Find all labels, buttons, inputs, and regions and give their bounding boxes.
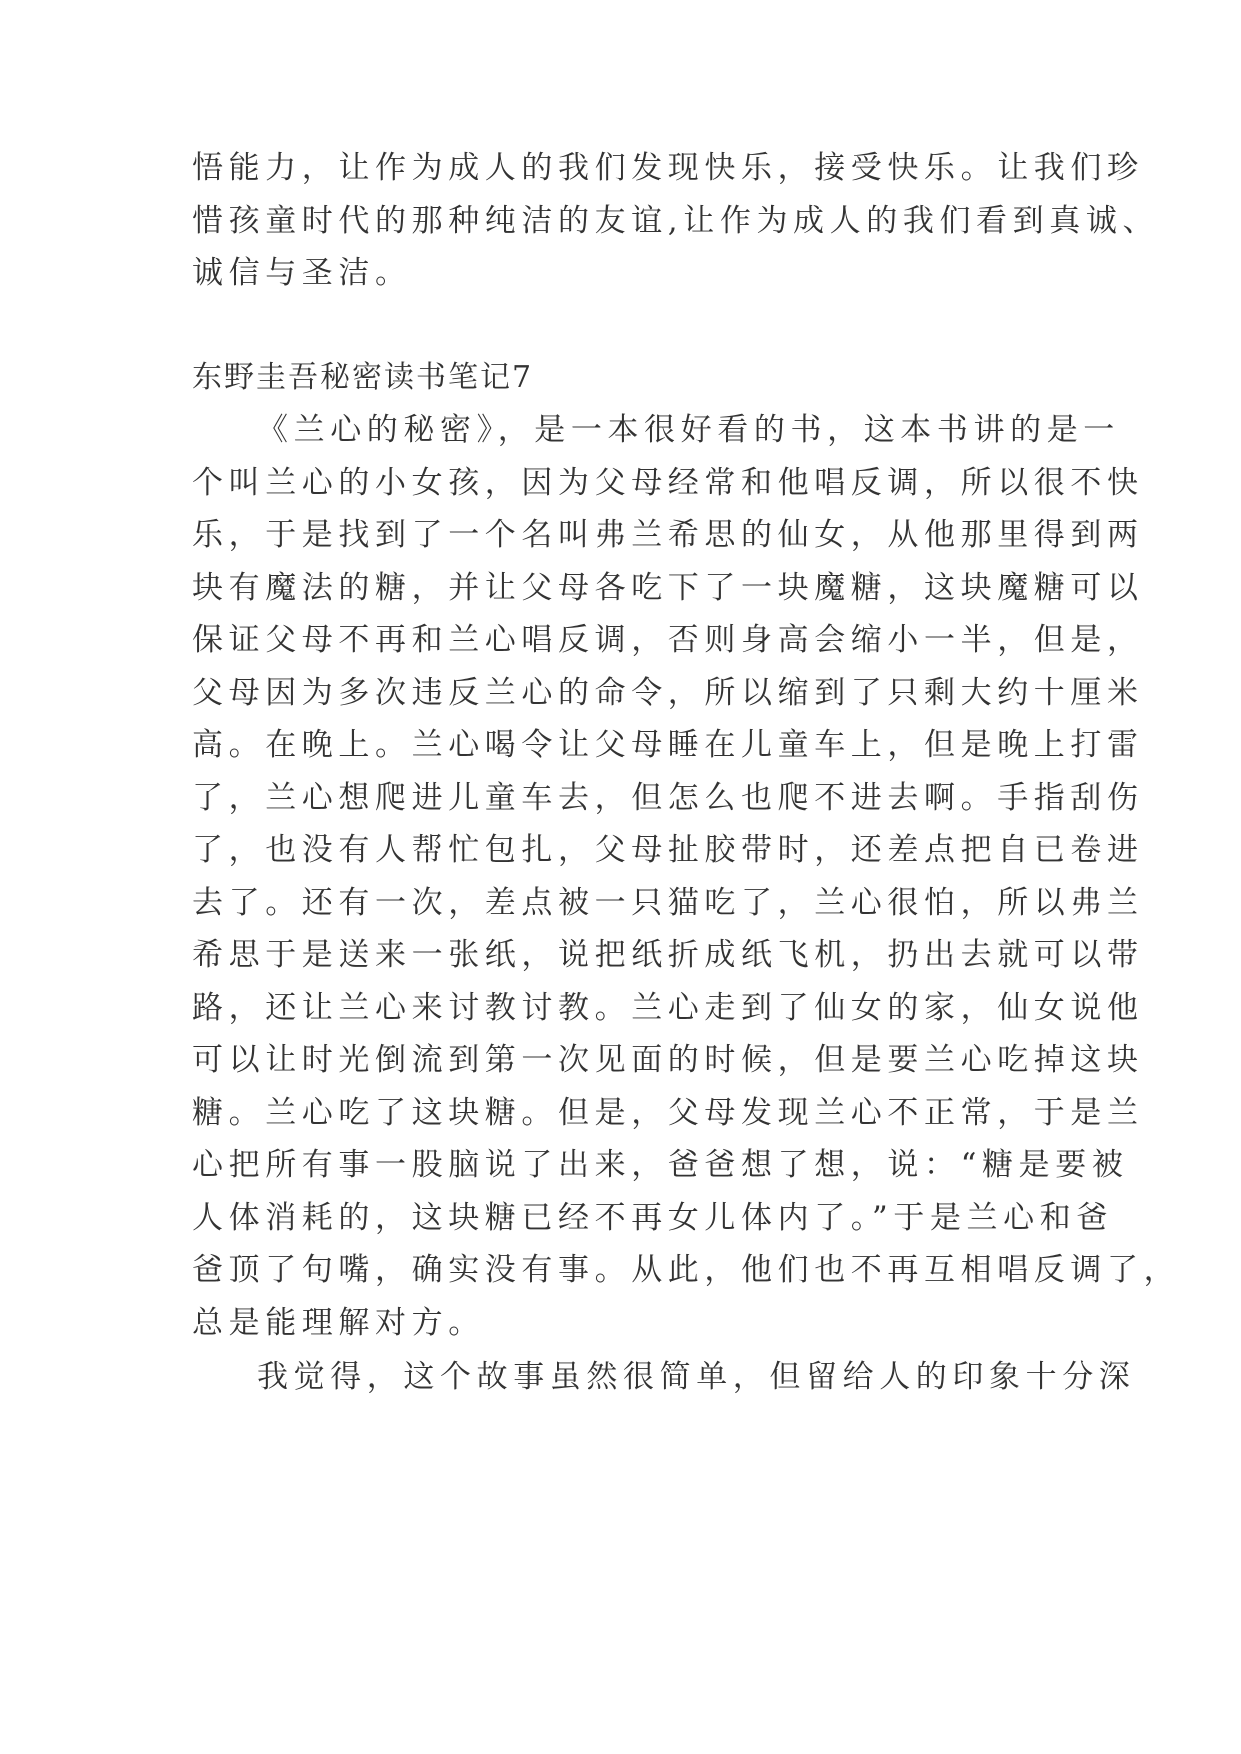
text-line: 《兰心的秘密》，是一本很好看的书，这本书讲的是一 xyxy=(257,412,1120,448)
text-line: 总是能理解对方。 xyxy=(192,1305,485,1341)
text-line: 惜孩童时代的那种纯洁的友谊,让作为成人的我们看到真诚、 xyxy=(192,203,1160,239)
text-line: 糖。兰心吃了这块糖。但是，父母发现兰心不正常，于是兰 xyxy=(192,1095,1144,1131)
section-title: 东野圭吾秘密读书笔记7 xyxy=(192,360,534,395)
text-line: 我觉得，这个故事虽然很简单，但留给人的印象十分深 xyxy=(257,1359,1136,1395)
text-line: 父母因为多次违反兰心的命令，所以缩到了只剩大约十厘米 xyxy=(192,675,1144,711)
text-line: 可以让时光倒流到第一次见面的时候，但是要兰心吃掉这块 xyxy=(192,1042,1144,1078)
text-line: 了，兰心想爬进儿童车去，但怎么也爬不进去啊。手指刮伤 xyxy=(192,780,1144,816)
text-line: 路，还让兰心来讨教讨教。兰心走到了仙女的家，仙女说他 xyxy=(192,990,1144,1026)
text-line: 去了。还有一次，差点被一只猫吃了，兰心很怕，所以弗兰 xyxy=(192,885,1144,921)
text-line: 心把所有事一股脑说了出来，爸爸想了想，说：“糖是要被 xyxy=(192,1147,1129,1183)
text-line: 爸顶了句嘴，确实没有事。从此，他们也不再互相唱反调了， xyxy=(192,1252,1181,1288)
text-line: 了，也没有人帮忙包扎，父母扯胶带时，还差点把自已卷进 xyxy=(192,832,1144,868)
text-line: 块有魔法的糖，并让父母各吃下了一块魔糖，这块魔糖可以 xyxy=(192,570,1144,606)
text-line: 个叫兰心的小女孩，因为父母经常和他唱反调，所以很不快 xyxy=(192,465,1144,501)
text-line: 人体消耗的，这块糖已经不再女儿体内了。”于是兰心和爸 xyxy=(192,1200,1113,1236)
text-line: 保证父母不再和兰心唱反调，否则身高会缩小一半，但是， xyxy=(192,622,1144,658)
text-line: 乐，于是找到了一个名叫弗兰希思的仙女，从他那里得到两 xyxy=(192,517,1144,553)
text-line: 悟能力，让作为成人的我们发现快乐，接受快乐。让我们珍 xyxy=(192,150,1144,186)
text-line: 诚信与圣洁。 xyxy=(192,255,412,291)
text-line: 希思于是送来一张纸，说把纸折成纸飞机，扔出去就可以带 xyxy=(192,937,1144,973)
text-line: 高。在晚上。兰心喝令让父母睡在儿童车上，但是晚上打雷 xyxy=(192,727,1144,763)
